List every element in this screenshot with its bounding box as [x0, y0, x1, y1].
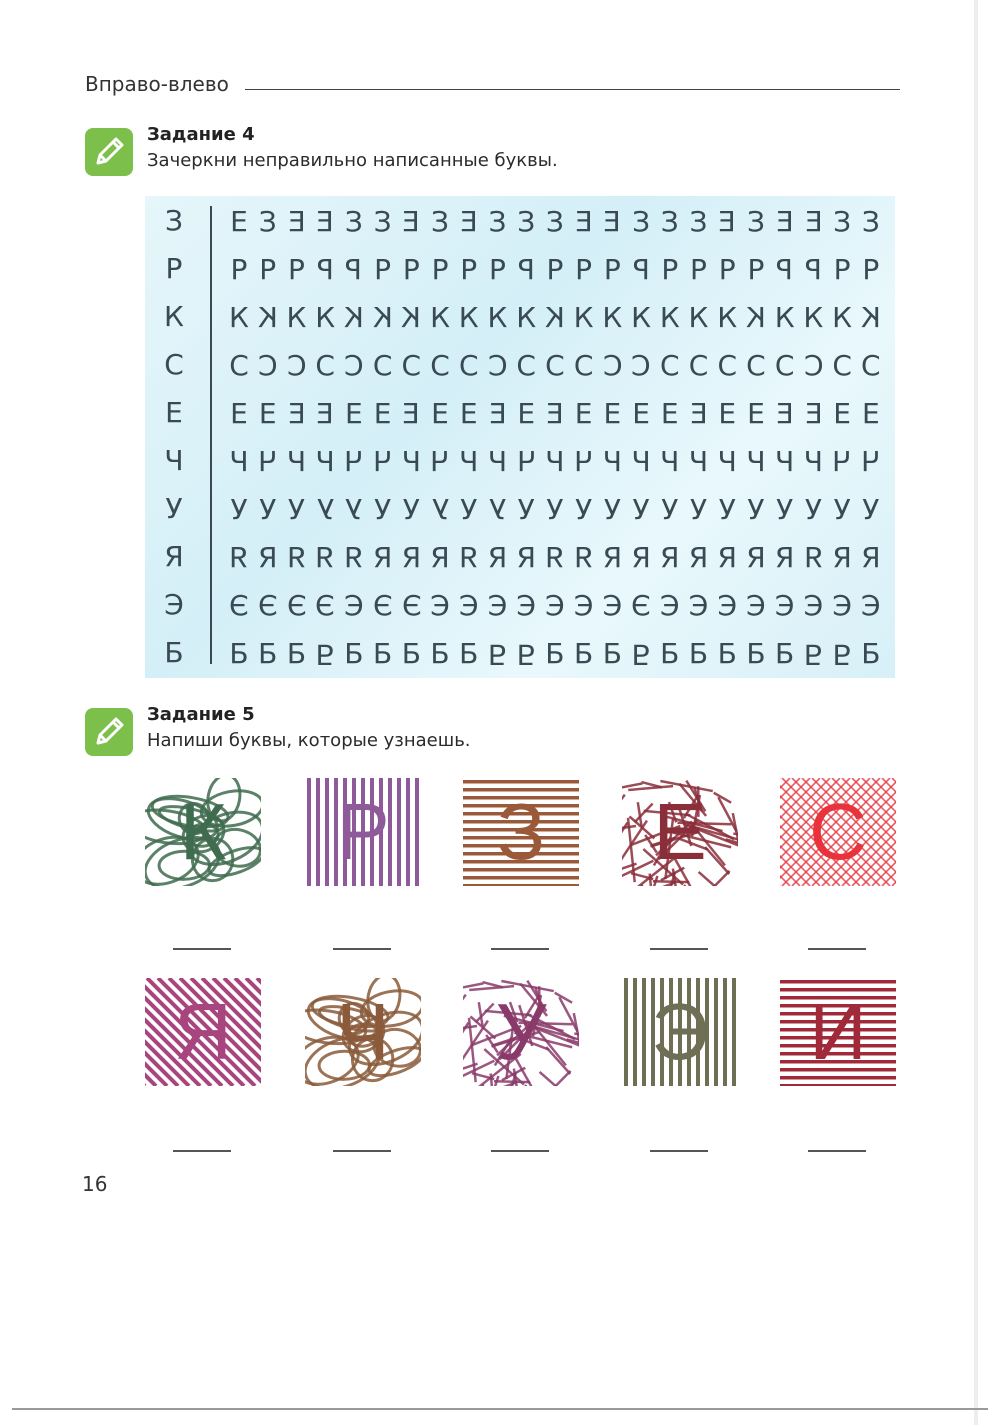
letter-cell[interactable]: Р [316, 253, 334, 286]
page-edge-shadow [974, 0, 978, 1425]
letter-cell[interactable]: У [718, 493, 736, 526]
letter-cell[interactable]: К [717, 301, 738, 334]
letter-cell[interactable]: Е [287, 397, 306, 430]
task-title: Задание 5 [147, 704, 255, 725]
row-label: Б [164, 636, 184, 669]
letter-cell[interactable]: У [632, 493, 650, 526]
letter-cell[interactable]: Б [487, 638, 508, 671]
letter-cell[interactable]: Е [861, 397, 880, 430]
hidden-letter: З [496, 787, 546, 876]
letter-cell[interactable]: Ч [459, 445, 479, 478]
letter-cell[interactable]: К [803, 301, 824, 334]
letter-cell[interactable]: Я [315, 541, 335, 574]
letter-cell[interactable]: У [833, 493, 851, 526]
letter-cell[interactable]: Е [431, 397, 449, 430]
letter-cell[interactable]: Б [516, 638, 536, 671]
letter-cell[interactable]: Я [286, 541, 307, 574]
letter-cell[interactable]: Э [401, 589, 422, 622]
letter-cell[interactable]: Я [516, 541, 536, 574]
letter-cell[interactable]: Ч [574, 445, 594, 478]
task-instruction: Зачеркни неправильно написанные буквы. [147, 150, 558, 171]
pencil-icon [85, 708, 133, 756]
letter-row [145, 198, 895, 246]
letter-cell[interactable]: К [774, 301, 795, 334]
letter-cell[interactable]: Б [832, 638, 852, 671]
letter-cell[interactable]: Э [229, 589, 249, 622]
letter-cell[interactable]: З [488, 205, 507, 238]
hidden-letter: И [809, 987, 867, 1076]
hidden-letter-tile [305, 978, 421, 1086]
letter-cell[interactable]: К [430, 301, 450, 334]
row-label: Э [164, 588, 184, 621]
letter-cell[interactable]: К [487, 301, 508, 334]
letter-cell[interactable]: У [488, 493, 506, 526]
letter-cell[interactable]: Б [459, 637, 479, 670]
letter-cell[interactable]: Р [690, 253, 707, 286]
letter-cell[interactable]: У [603, 493, 621, 526]
letter-cell[interactable]: Я [631, 541, 651, 574]
letter-cell[interactable]: С [286, 349, 307, 382]
letter-cell[interactable]: Э [315, 589, 335, 622]
letter-cell[interactable]: С [430, 349, 450, 382]
letter-cell[interactable]: Э [717, 589, 737, 622]
letter-cell[interactable]: Э [861, 589, 881, 622]
page-number: 16 [82, 1172, 108, 1196]
letter-cell[interactable]: Э [257, 589, 278, 622]
letter-cell[interactable]: Ч [746, 445, 766, 478]
letter-cell[interactable]: С [746, 349, 766, 382]
letter-cell[interactable]: Р [259, 253, 277, 286]
letter-cell[interactable]: Я [459, 541, 479, 574]
letter-cell[interactable]: Я [832, 541, 852, 574]
letter-cell[interactable]: К [372, 301, 393, 334]
letter-cell[interactable]: К [401, 301, 422, 334]
letter-cell[interactable]: Р [804, 253, 822, 286]
letter-cell[interactable]: Э [430, 589, 450, 622]
letter-cell[interactable]: Э [832, 589, 852, 622]
task-instruction: Напиши буквы, которые узнаешь. [147, 730, 471, 751]
letter-cell[interactable]: Р [862, 253, 880, 286]
row-label: Е [165, 396, 183, 429]
letter-cell[interactable]: У [259, 493, 277, 526]
letter-cell[interactable]: Е [402, 397, 421, 430]
letter-cell[interactable]: Я [401, 541, 422, 574]
letter-cell[interactable]: Э [631, 589, 651, 622]
answer-blank[interactable] [491, 1150, 549, 1152]
letter-cell[interactable]: Е [574, 397, 593, 430]
letter-cell[interactable]: Р [489, 253, 506, 286]
letter-cell[interactable]: У [460, 493, 478, 526]
letter-cell[interactable]: С [257, 349, 278, 382]
answer-blank[interactable] [650, 1150, 708, 1152]
letter-cell[interactable]: Е [775, 205, 794, 238]
letter-cell[interactable]: С [861, 349, 881, 382]
letter-cell[interactable]: У [230, 493, 248, 526]
letter-row [145, 246, 895, 294]
hidden-letter-tile [463, 778, 579, 886]
letter-row [145, 294, 895, 342]
letter-cell[interactable]: Э [573, 589, 594, 622]
hidden-letter: Я [174, 987, 232, 1076]
letter-row [145, 582, 895, 630]
letter-cell[interactable]: Б [545, 637, 565, 670]
letter-cell[interactable]: Ч [344, 445, 364, 478]
letter-cell[interactable]: Э [487, 589, 508, 622]
letter-cell[interactable]: У [287, 493, 305, 526]
row-label: З [165, 204, 183, 237]
letter-cell[interactable]: У [374, 493, 392, 526]
letter-row [145, 534, 895, 582]
letter-cell[interactable]: Б [746, 637, 766, 670]
letter-cell[interactable]: Е [316, 397, 334, 430]
row-label: К [164, 300, 184, 333]
letter-cell[interactable]: Я [688, 541, 709, 574]
hidden-letter: С [809, 787, 867, 876]
hidden-letter-tile [145, 778, 261, 886]
letter-cell[interactable]: К [573, 301, 594, 334]
letter-cell[interactable]: З [689, 205, 708, 238]
letter-cell[interactable]: К [516, 301, 537, 334]
letter-cell[interactable]: Ч [631, 445, 651, 478]
letter-cell[interactable]: Э [344, 589, 364, 622]
hidden-letter: Р [336, 787, 390, 876]
letter-cell[interactable]: Е [718, 397, 737, 430]
letter-cell[interactable]: Е [402, 205, 421, 238]
letter-cell[interactable]: С [803, 349, 824, 382]
letter-cell[interactable]: Б [631, 638, 651, 671]
letter-cell[interactable]: Е [345, 397, 363, 430]
letter-cell[interactable]: Я [774, 541, 795, 574]
letter-cell[interactable]: Е [804, 205, 823, 238]
answer-blank[interactable] [650, 948, 708, 950]
letter-cell[interactable]: С [516, 349, 536, 382]
letter-cell[interactable]: Я [803, 541, 824, 574]
letter-cell[interactable]: Е [230, 397, 248, 430]
letter-cell[interactable]: У [402, 493, 420, 526]
answer-blank[interactable] [808, 948, 866, 950]
row-label: Р [165, 252, 183, 285]
letter-cell[interactable]: Е [287, 205, 306, 238]
letter-cell[interactable]: Я [372, 541, 393, 574]
letter-cell[interactable]: Ч [372, 445, 393, 478]
letter-cell[interactable]: Б [286, 637, 307, 670]
letter-cell[interactable]: Е [373, 397, 392, 430]
answer-blank[interactable] [333, 948, 391, 950]
letter-cell[interactable]: С [774, 349, 795, 382]
letter-cell[interactable]: Я [660, 541, 680, 574]
header-rule [245, 89, 900, 90]
letter-cell[interactable]: У [546, 493, 564, 526]
letter-cell[interactable]: С [545, 349, 565, 382]
letter-cell[interactable]: Э [602, 589, 623, 622]
letter-cell[interactable]: Э [286, 589, 307, 622]
letter-cell[interactable]: У [689, 493, 708, 526]
letter-cell[interactable]: З [344, 205, 363, 238]
answer-blank[interactable] [808, 1150, 866, 1152]
letter-row [145, 438, 895, 486]
letter-row [145, 486, 895, 534]
letter-cell[interactable]: Е [230, 205, 248, 238]
letter-cell[interactable]: Ч [430, 445, 450, 478]
letter-cell[interactable]: К [659, 301, 680, 334]
letter-cell[interactable]: К [832, 301, 853, 334]
letter-cell[interactable]: Р [718, 253, 736, 286]
letter-cell[interactable]: Е [316, 205, 334, 238]
hidden-letter-tile [622, 778, 738, 886]
letter-cell[interactable]: С [832, 349, 852, 382]
letter-cell[interactable]: Б [574, 637, 594, 670]
letter-cell[interactable]: Я [602, 541, 623, 574]
hidden-letter: Ч [336, 987, 390, 1076]
answer-blank[interactable] [333, 1150, 391, 1152]
letter-cell[interactable]: З [660, 205, 679, 238]
letter-cell[interactable]: У [776, 493, 794, 526]
letter-cell[interactable]: З [431, 205, 449, 238]
letter-cell[interactable]: Б [775, 637, 795, 670]
letter-cell[interactable]: Я [545, 541, 565, 574]
letter-cell[interactable]: Р [230, 253, 248, 286]
letter-cell[interactable]: Ч [516, 445, 536, 478]
letter-cell[interactable]: Э [774, 589, 795, 622]
letter-cell[interactable]: Э [458, 589, 479, 622]
letter-cell[interactable]: З [517, 205, 536, 238]
letter-cell[interactable]: Э [803, 589, 824, 622]
letter-cell[interactable]: Е [632, 397, 650, 430]
row-label: Я [164, 540, 184, 573]
letter-cell[interactable]: Ч [832, 445, 852, 478]
letter-cell[interactable]: К [315, 301, 336, 334]
letter-cell[interactable]: Е [459, 205, 478, 238]
letter-cell[interactable]: У [804, 493, 822, 526]
hidden-letter: У [495, 987, 547, 1076]
letter-cell[interactable]: Э [372, 589, 393, 622]
section-header: Вправо-влево [85, 72, 229, 96]
answer-blank[interactable] [173, 948, 231, 950]
letter-cell[interactable]: Р [661, 253, 679, 286]
answer-blank[interactable] [491, 948, 549, 950]
letter-cell[interactable]: Я [573, 541, 594, 574]
row-label: Ч [164, 444, 184, 477]
letter-cell[interactable]: Р [833, 253, 851, 286]
letter-cell[interactable]: Э [660, 589, 680, 622]
letter-cell[interactable]: Ч [545, 445, 565, 478]
letter-cell[interactable]: Б [430, 637, 450, 670]
letter-cell[interactable]: Ч [315, 445, 335, 478]
letter-cell[interactable]: Я [487, 541, 508, 574]
row-label: С [164, 348, 184, 381]
letter-cell[interactable]: Б [717, 637, 737, 670]
letter-cell[interactable]: Р [603, 253, 621, 286]
letter-cell[interactable]: Р [287, 253, 305, 286]
letter-cell[interactable]: Б [344, 637, 364, 670]
letter-cell[interactable]: Ч [258, 445, 278, 478]
letter-cell[interactable]: Ч [602, 445, 622, 478]
letter-row [145, 342, 895, 390]
letter-cell[interactable]: С [688, 349, 709, 382]
letter-cell[interactable]: К [286, 301, 307, 334]
letter-cell[interactable]: Е [517, 397, 536, 430]
letter-cell[interactable]: Ч [286, 445, 307, 478]
task-title: Задание 4 [147, 124, 255, 145]
letter-cell[interactable]: Ч [401, 445, 421, 478]
hidden-letter-tile [622, 978, 738, 1086]
letter-cell[interactable]: К [631, 301, 651, 334]
letter-cell[interactable]: У [661, 493, 679, 526]
letter-cell[interactable]: Р [460, 253, 478, 286]
letter-cell[interactable]: Е [747, 397, 765, 430]
letter-cell[interactable]: З [833, 205, 852, 238]
hidden-letter: К [179, 787, 227, 876]
letter-cell[interactable]: У [517, 493, 535, 526]
letter-cell[interactable]: Р [575, 253, 593, 286]
letter-cell[interactable]: Ч [861, 445, 881, 478]
letter-cell[interactable]: С [631, 349, 651, 382]
letter-cell[interactable]: Б [803, 638, 823, 671]
letter-cell[interactable]: С [660, 349, 680, 382]
letter-cell[interactable]: Е [804, 397, 823, 430]
letter-cell[interactable]: С [229, 349, 249, 382]
letter-cell[interactable]: С [573, 349, 594, 382]
letter-cell[interactable]: Ч [487, 445, 508, 478]
letter-cell[interactable]: З [861, 205, 880, 238]
letter-cell[interactable]: Я [257, 541, 278, 574]
letter-cell[interactable]: Я [229, 541, 249, 574]
letter-cell[interactable]: Р [747, 253, 765, 286]
letter-cell[interactable]: Ч [688, 445, 709, 478]
letter-cell[interactable]: Я [344, 541, 364, 574]
hidden-letter-tile [780, 778, 896, 886]
letter-cell[interactable]: Р [345, 253, 363, 286]
letter-cell[interactable]: Э [746, 589, 766, 622]
letter-cell[interactable]: У [345, 493, 363, 526]
letter-cell[interactable]: Б [258, 637, 278, 670]
hidden-letter-tile [305, 778, 421, 886]
hidden-letter-tile [463, 978, 579, 1086]
letter-cell[interactable]: У [747, 493, 765, 526]
letter-cell[interactable]: З [545, 205, 564, 238]
page-bottom-rule [12, 1408, 988, 1410]
letter-cell[interactable]: С [717, 349, 737, 382]
letter-cell[interactable]: Е [574, 205, 593, 238]
letter-row [145, 390, 895, 438]
letter-cell[interactable]: Р [632, 253, 650, 286]
letter-cell[interactable]: Ч [803, 445, 823, 478]
letter-cell[interactable]: К [257, 301, 278, 334]
answer-blank[interactable] [173, 1150, 231, 1152]
letter-cell[interactable]: К [860, 301, 881, 334]
letter-cell[interactable]: Б [861, 637, 881, 670]
letter-cell[interactable]: Б [315, 638, 335, 671]
letter-cell[interactable]: У [316, 493, 334, 526]
letter-cell[interactable]: С [401, 349, 422, 382]
letter-cell[interactable]: У [575, 493, 593, 526]
letter-cell[interactable]: Э [516, 589, 536, 622]
row-label: У [165, 492, 183, 525]
letter-cell[interactable]: Э [545, 589, 565, 622]
hidden-letter-tile [780, 978, 896, 1086]
letter-cell[interactable]: К [745, 301, 766, 334]
letter-cell[interactable]: З [746, 205, 765, 238]
hidden-letter: Э [651, 987, 709, 1076]
letter-cell[interactable]: Б [660, 637, 680, 670]
letter-cell[interactable]: Р [546, 253, 564, 286]
letter-cell[interactable]: У [431, 493, 449, 526]
hidden-letter-tile [145, 978, 261, 1086]
letter-cell[interactable]: Е [603, 397, 622, 430]
letter-cell[interactable]: Е [775, 397, 794, 430]
letter-cell[interactable]: Е [660, 397, 679, 430]
letter-cell[interactable]: Е [488, 397, 507, 430]
letter-cell[interactable]: К [544, 301, 565, 334]
letter-cell[interactable]: Ч [775, 445, 795, 478]
letter-cell[interactable]: С [315, 349, 335, 382]
letter-cell[interactable]: Ч [660, 445, 680, 478]
letter-cell[interactable]: С [602, 349, 623, 382]
letter-cell[interactable]: Е [258, 397, 277, 430]
letter-cell[interactable]: К [343, 301, 364, 334]
letter-cell[interactable]: З [632, 205, 651, 238]
letter-cell[interactable]: Е [833, 397, 851, 430]
letter-cell[interactable]: Б [229, 637, 249, 670]
letter-cell[interactable]: Е [459, 397, 478, 430]
letter-cell[interactable]: Ч [717, 445, 737, 478]
letter-cell[interactable]: Ч [229, 445, 249, 478]
letter-cell[interactable]: К [602, 301, 623, 334]
letter-cell[interactable]: З [258, 205, 277, 238]
letter-cell[interactable]: Р [517, 253, 535, 286]
letter-cell[interactable]: Р [402, 253, 420, 286]
hidden-letter: Е [653, 787, 707, 876]
letter-cell[interactable]: Б [688, 637, 709, 670]
letter-cell[interactable]: Б [372, 637, 393, 670]
letter-cell[interactable]: Е [689, 397, 708, 430]
letter-row [145, 630, 895, 678]
letter-cell[interactable]: Е [718, 205, 737, 238]
letter-cell[interactable]: К [458, 301, 479, 334]
letter-cell[interactable]: С [372, 349, 393, 382]
letter-cell[interactable]: Е [603, 205, 622, 238]
letter-cell[interactable]: З [373, 205, 392, 238]
letter-cell[interactable]: С [458, 349, 479, 382]
letter-cell[interactable]: Б [602, 637, 622, 670]
letter-cell[interactable]: Я [717, 541, 737, 574]
letter-cell[interactable]: Б [401, 637, 421, 670]
letter-cell[interactable]: Я [861, 541, 881, 574]
letter-cell[interactable]: К [688, 301, 709, 334]
letter-cell[interactable]: Я [746, 541, 766, 574]
letter-cell[interactable]: К [229, 301, 249, 334]
letter-cell[interactable]: С [344, 349, 364, 382]
letter-cell[interactable]: С [487, 349, 508, 382]
pencil-icon [85, 128, 133, 176]
letter-cell[interactable]: Я [430, 541, 450, 574]
letter-cell[interactable]: Е [546, 397, 564, 430]
letter-cell[interactable]: Р [431, 253, 449, 286]
letter-cell[interactable]: У [862, 493, 880, 526]
letter-cell[interactable]: Э [688, 589, 709, 622]
letter-cell[interactable]: Р [374, 253, 392, 286]
letter-cell[interactable]: Р [776, 253, 794, 286]
